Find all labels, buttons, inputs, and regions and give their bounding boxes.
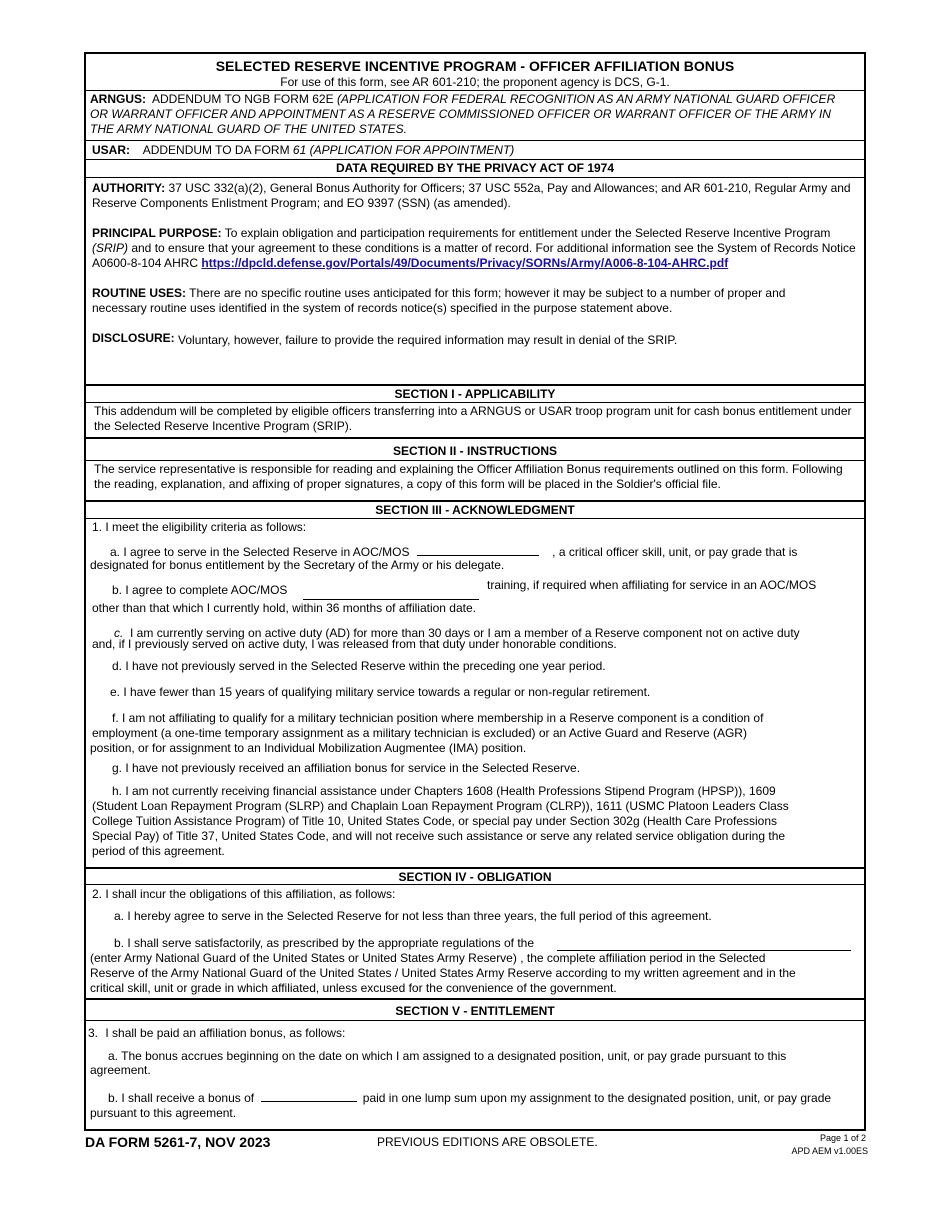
component-field[interactable] — [557, 938, 851, 951]
s4-b-text-2: (enter Army National Guard of the United States or United States Army Reserve) , the complete affiliation period in the Selected — [90, 951, 766, 965]
s3-h-text-3: College Tuition Assistance Program) of Title 10, United States Code, or special pay under Section 302g (Health Care Professions — [92, 814, 778, 828]
disclosure-label: DISCLOSURE: — [92, 331, 175, 345]
s3-item-d: d. I have not previously served in the Selected Reserve within the preceding one year period. — [112, 659, 606, 673]
s3-a-text-3: designated for bonus entitlement by the Secretary of the Army or his delegate. — [90, 558, 505, 572]
s3-c-text-2: and, if I previously served on active duty, I was released from that duty under honorable conditions. — [92, 637, 617, 651]
section-1-text: This addendum will be completed by eligible officers transferring into a ARNGUS or USAR troop program unit for cash bonus entitlement under the Selected Reserve Incentive Program (SRIP). — [94, 404, 852, 433]
section-3-heading: SECTION III - ACKNOWLEDGMENT — [86, 500, 864, 519]
s5-intro — [88, 1026, 345, 1041]
authority-text: 37 USC 332(a)(2), General Bonus Authority for Officers; 37 USC 552a, Pay and Allowances; and AR 601-210, Regular Army and Reserve Components Enlistment Program; and EO 9397 (SSN) (as amended). — [92, 181, 851, 210]
usar-label: USAR: — [92, 143, 130, 157]
s5-intro-number: 3. — [88, 1026, 99, 1040]
s5-b-text-2: paid in one lump sum upon my assignment to the designated position, unit, or pay grade — [362, 1091, 832, 1105]
bonus-amount-field[interactable] — [261, 1089, 357, 1102]
obsolete-notice: PREVIOUS EDITIONS ARE OBSOLETE. — [377, 1135, 598, 1149]
authority-label: AUTHORITY: — [92, 181, 166, 195]
s3-item-e: e. I have fewer than 15 years of qualifying military service towards a regular or non-regular retirement. — [110, 685, 651, 699]
form-subtitle: For use of this form, see AR 601-210; the proponent agency is DCS, G-1. — [280, 75, 670, 89]
s3-a-text-2: , a critical officer skill, unit, or pay grade that is — [552, 545, 798, 559]
privacy-block — [86, 178, 864, 384]
s5-a-text-2: agreement. — [90, 1063, 151, 1077]
usar-italic-text: 61 (APPLICATION FOR APPOINTMENT) — [292, 143, 515, 157]
disclosure-paragraph — [92, 331, 852, 346]
s4-item-b: b. I shall serve satisfactorily, as prescribed by the appropriate regulations of the — [114, 936, 534, 950]
s3-c-letter: c. — [114, 626, 124, 640]
arngus-label: ARNGUS: — [90, 92, 146, 106]
s3-item-h: h. I am not currently receiving financial assistance under Chapters 1608 (Health Professions Stipend Program (HPSP)), 1609 — [112, 784, 776, 798]
purpose-paragraph — [92, 226, 856, 271]
purpose-text: To explain obligation and participation requirements for entitlement under the Selected Reserve Incentive Program — [224, 226, 831, 240]
form-version: APD AEM v1.00ES — [791, 1146, 868, 1156]
section-5-body — [86, 1021, 864, 1131]
s3-b-text-3: other than that which I currently hold, within 36 months of affiliation date. — [92, 601, 476, 615]
purpose-label: PRINCIPAL PURPOSE: — [92, 226, 222, 240]
s5-b-text-3: pursuant to this agreement. — [90, 1106, 237, 1120]
s5-item-b — [108, 1089, 831, 1106]
s3-c-text: I am currently serving on active duty (AD) for more than 30 days or I am a member of a Reserve component not on active duty — [130, 626, 800, 640]
section-1-heading: SECTION I - APPLICABILITY — [86, 384, 864, 403]
privacy-heading: DATA REQUIRED BY THE PRIVACY ACT OF 1974 — [86, 159, 864, 178]
arngus-text: ADDENDUM TO NGB FORM 62E — [152, 92, 337, 106]
s3-b-text: b. I agree to complete AOC/MOS — [112, 583, 288, 597]
sorn-link[interactable]: https://dpcld.defense.gov/Portals/49/Documents/Privacy/SORNs/Army/A006-8-104-AHRC.pdf — [201, 256, 729, 270]
s3-a-text: a. I agree to serve in the Selected Reserve in AOC/MOS — [110, 545, 410, 559]
form-title: SELECTED RESERVE INCENTIVE PROGRAM - OFFICER AFFILIATION BONUS — [215, 58, 735, 74]
s3-item-g: g. I have not previously received an affiliation bonus for service in the Selected Reserve. — [112, 761, 581, 775]
routine-label: ROUTINE USES: — [92, 286, 187, 300]
s5-intro-text: I shall be paid an affiliation bonus, as follows: — [105, 1026, 346, 1040]
section-5-heading: SECTION V - ENTITLEMENT — [86, 998, 864, 1021]
section-1-body — [86, 403, 864, 437]
purpose-italic: (SRIP) — [92, 241, 128, 255]
s5-item-a: a. The bonus accrues beginning on the date on which I am assigned to a designated position, unit, or pay grade pursuant to this — [108, 1049, 787, 1063]
s3-item-b — [112, 583, 287, 598]
aoc-mos-field[interactable] — [417, 543, 539, 556]
page-number: Page 1 of 2 — [819, 1133, 866, 1143]
disclosure-text: Voluntary, however, failure to provide the required information may result in denial of the SRIP. — [178, 333, 678, 347]
s4-intro: 2. I shall incur the obligations of this affiliation, as follows: — [92, 887, 396, 901]
form-id: DA FORM 5261-7, NOV 2023 — [85, 1134, 271, 1150]
section-2-text: The service representative is responsible for reading and explaining the Officer Affiliation Bonus requirements outlined on this form. Following the reading, explanation, and affixing of proper signatures, a copy of this form will be placed in the Soldier's official file. — [94, 462, 843, 491]
s3-f-text-3: position, or for assignment to an Individual Mobilization Augmentee (IMA) position. — [90, 741, 527, 755]
arngus-italic-text: (APPLICATION FOR FEDERAL RECOGNITION AS AN ARMY NATIONAL GUARD OFFICER OR WARRANT OFFICER AND APPOINTMENT AS A RESERVE COMMISSIONED OFFICER OR WARRANT OFFICER OF THE ARMY IN THE ARMY NATIONAL GUARD OF THE UNITED STATES. — [90, 92, 836, 136]
form-page — [84, 52, 866, 1131]
usar-block — [86, 140, 864, 159]
s3-b-text-2: training, if required when affiliating for service in an AOC/MOS — [487, 578, 817, 592]
aoc-mos-training-field[interactable] — [303, 587, 479, 600]
s4-b-text-4: critical skill, unit or grade in which affiliated, unless excused for the convenience of the government. — [90, 981, 617, 995]
authority-paragraph — [92, 181, 852, 211]
s3-f-text-2: employment (a one-time temporary assignment as a military technician is excluded) or an Active Guard and Reserve (AGR) — [92, 726, 747, 740]
section-2-heading: SECTION II - INSTRUCTIONS — [86, 437, 864, 461]
routine-text: There are no specific routine uses anticipated for this form; however it may be subject to a number of proper and necessary routine uses identified in the system of records notice(s) specified in the purpose statement above. — [92, 286, 786, 315]
s3-item-f: f. I am not affiliating to qualify for a military technician position where membership in a Reserve component is a condition of — [112, 711, 764, 725]
usar-text: ADDENDUM TO DA FORM — [142, 143, 293, 157]
s3-h-text-2: (Student Loan Repayment Program (SLRP) and Chaplain Loan Repayment Program (CLRP)), 1611 (USMC Platoon Leaders Class — [92, 799, 789, 813]
s4-item-a: a. I hereby agree to serve in the Selected Reserve for not less than three years, the full period of this agreement. — [114, 909, 712, 923]
section-2-body — [86, 461, 864, 500]
s3-h-text-4: Special Pay) of Title 37, United States Code, and will not receive such assistance or serve any related service obligation during the — [92, 829, 786, 843]
section-4-heading: SECTION IV - OBLIGATION — [86, 867, 864, 885]
s3-h-text-5: period of this agreement. — [92, 844, 225, 858]
section-4-body — [86, 885, 864, 998]
s4-b-text-3: Reserve of the Army National Guard of the United States / United States Army Reserve according to my written agreement and in the — [90, 966, 796, 980]
s3-intro: 1. I meet the eligibility criteria as follows: — [92, 520, 307, 534]
routine-paragraph — [92, 286, 832, 316]
s5-b-text: b. I shall receive a bonus of — [108, 1091, 255, 1105]
arngus-block — [86, 90, 864, 140]
purpose-text-2: and to ensure that your agreement to these conditions is a matter of record. For additional information see the System of Records Notice A0600-8-104 AHRC — [92, 241, 856, 270]
section-3-body — [86, 519, 864, 867]
